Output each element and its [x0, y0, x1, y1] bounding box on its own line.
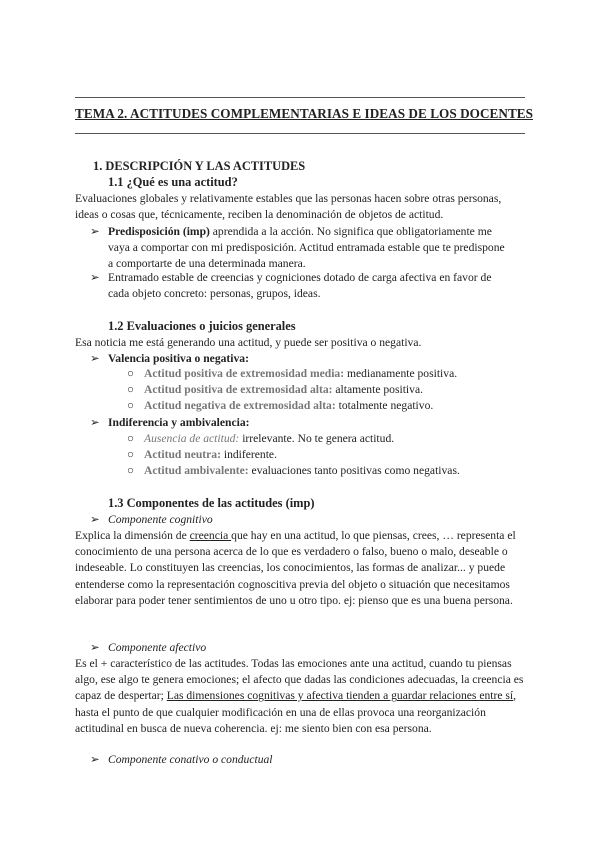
item-text: altamente positiva.	[332, 383, 423, 396]
paragraph-text: que hay en una actitud, lo que piensas, crees, … representa el conocimiento de una persona acerca de lo que es verdadero o falso, bueno o malo, deseable o indeseable. Lo constituyen las creencias, los conocimientos, las formas de analizar... y puede entenderse como la representación cognoscitiva previa del objeto o situación que necesitamos elaborar para poder tener sentimientos de uno u otro tipo. ej: pienso que es una buena persona.	[75, 529, 516, 607]
item-label: Ausencia de actitud:	[144, 432, 240, 445]
bullet-bold-label: Indiferencia y ambivalencia:	[108, 416, 250, 429]
paragraph-text: Explica la dimensión de	[75, 529, 190, 542]
section-heading: 1. DESCRIPCIÓN Y LAS ACTITUDES	[93, 159, 306, 173]
bullet-label: Componente cognitivo	[108, 513, 213, 526]
item-text: evaluaciones tanto positivas como negativas.	[248, 464, 460, 477]
subsection-heading-1-3: 1.3 Componentes de las actitudes (imp)	[108, 496, 315, 510]
circle-bullet-icon: ○	[127, 383, 135, 396]
arrow-bullet-icon: ➢	[90, 225, 100, 238]
paragraph-cognitivo	[75, 528, 527, 609]
circle-bullet-icon: ○	[127, 399, 135, 412]
item-text: irrelevante. No te genera actitud.	[239, 432, 395, 445]
paragraph-text: Es el + característico de las actitudes. Todas las emociones ante una actitud, cuando tu piensas algo, ese algo te genera emociones; el afecto que dadas las condiciones adecuadas, la creencia es capaz de despertar;	[75, 657, 524, 703]
item-label: Actitud negativa de extremosidad alta:	[144, 399, 336, 412]
circle-bullet-icon: ○	[127, 448, 135, 461]
paragraph-afectivo	[75, 656, 527, 737]
item-label: Actitud ambivalente:	[144, 464, 249, 477]
underlined-text: Las dimensiones cognitivas y afectiva tienden a guardar relaciones entre sí	[166, 689, 514, 703]
paragraph-text: , hasta el punto de que cualquier modificación en una de ellas provoca una reorganización actitudinal en busca de nueva coherencia. ej: me siento bien con esa persona.	[75, 689, 517, 735]
arrow-bullet-icon: ➢	[90, 513, 100, 526]
arrow-bullet-icon: ➢	[90, 352, 100, 365]
bullet-bold-label: Valencia positiva o negativa:	[108, 352, 249, 365]
item-text: indiferente.	[220, 448, 277, 461]
top-rule	[75, 97, 525, 98]
bullet-text: Entramado estable de creencias y cogniciones dotado de carga afectiva en favor de cada objeto concreto: personas, grupos, ideas.	[108, 271, 492, 301]
title-rule	[75, 133, 525, 134]
underlined-text: creencia	[189, 529, 232, 542]
circle-bullet-icon: ○	[127, 367, 135, 380]
subsection-heading-1-1: 1.1 ¿Qué es una actitud?	[108, 175, 238, 189]
arrow-bullet-icon: ➢	[90, 416, 100, 429]
item-text: totalmente negativo.	[335, 399, 434, 412]
arrow-bullet-icon: ➢	[90, 271, 100, 284]
item-label: Actitud neutra:	[144, 448, 221, 461]
paragraph-noticia: Esa noticia me está generando una actitud, y puede ser positiva o negativa.	[75, 336, 422, 349]
item-label: Actitud positiva de extremosidad media:	[144, 367, 345, 380]
circle-bullet-icon: ○	[127, 464, 135, 477]
bullet-label: Componente conativo o conductual	[108, 753, 273, 766]
circle-bullet-icon: ○	[127, 432, 135, 445]
paragraph-definition: Evaluaciones globales y relativamente estables que las personas hacen sobre otras personas, ideas o cosas que, técnicamente, reciben la denominación de objetos de actitud.	[75, 192, 502, 222]
arrow-bullet-icon: ➢	[90, 753, 100, 766]
item-label: Actitud positiva de extremosidad alta:	[144, 383, 333, 396]
bullet-text: aprendida a la acción. No significa que obligatoriamente me vaya a comportar con mi predisposición. Actitud entramada estable que te predispone a comportarte de una determinada manera.	[108, 225, 505, 271]
item-text: medianamente positiva.	[344, 367, 458, 380]
bullet-bold-label: Predisposición (imp)	[108, 225, 210, 238]
arrow-bullet-icon: ➢	[90, 641, 100, 654]
page-title: TEMA 2. ACTITUDES COMPLEMENTARIAS E IDEAS DE LOS DOCENTES	[75, 106, 534, 121]
subsection-heading-1-2: 1.2 Evaluaciones o juicios generales	[108, 319, 296, 333]
bullet-label: Componente afectivo	[108, 641, 207, 654]
